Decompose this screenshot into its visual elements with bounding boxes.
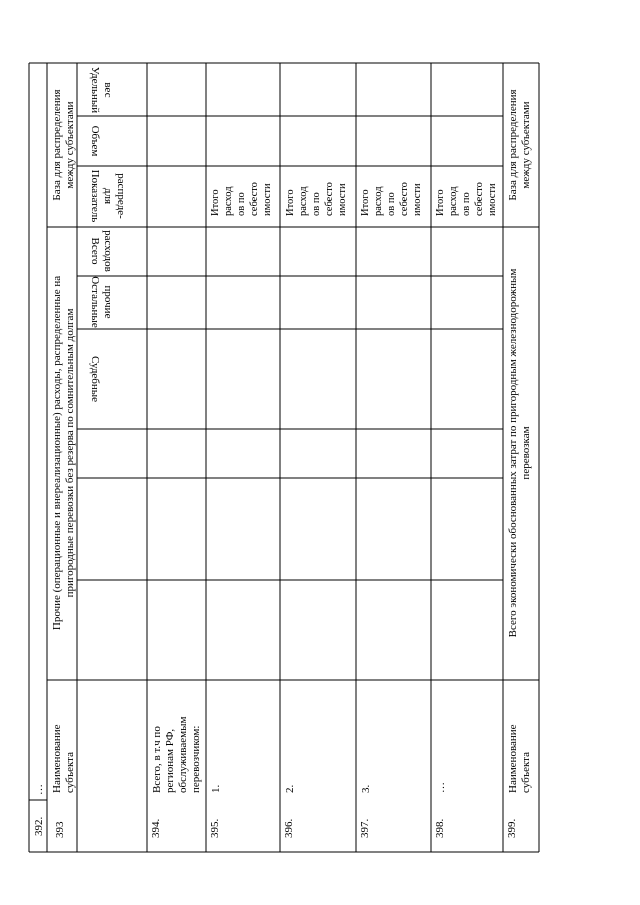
total-economic-line2: перевозкам xyxy=(520,426,532,480)
ind-397-3: ов по xyxy=(386,192,397,216)
ind-395-4: себесто xyxy=(249,182,260,216)
name-397: 3. xyxy=(360,784,372,793)
row-399-content xyxy=(507,89,532,637)
name-394-line2: регионам РФ, xyxy=(164,728,176,793)
row-num-395: 395. xyxy=(209,818,221,838)
ind-398-2: расход xyxy=(448,186,459,216)
subheader-share-line1: Удельный xyxy=(89,66,101,114)
subheader-court: Судебные xyxy=(89,355,101,403)
base-distribution-399-line1: База для распределения xyxy=(507,89,519,201)
other-expenses-line1: Прочие (операционные и внереализационные) расходы, распределенные на xyxy=(51,275,63,631)
header-base-distribution xyxy=(51,89,76,200)
header-other-expenses xyxy=(51,276,76,630)
ind-395-2: расход xyxy=(223,186,234,216)
ind-398-4: себесто xyxy=(474,182,485,216)
subheader-other-line1: Остальные xyxy=(89,276,101,328)
row-num-397: 397. xyxy=(359,818,371,838)
ind-398-5: имости xyxy=(487,183,498,216)
subheaders xyxy=(89,67,127,402)
name-393-line1: Наименование xyxy=(51,724,63,793)
row-num-398: 398. xyxy=(434,818,446,838)
name-column xyxy=(33,717,532,795)
indicator-cells xyxy=(210,182,498,216)
subheader-indicator-line1: Показатель xyxy=(89,169,101,223)
row-num-393: 393 xyxy=(54,821,66,838)
ind-398-1: Итого xyxy=(435,189,446,216)
subheader-share-line2: вес xyxy=(102,82,114,98)
total-economic-line1: Всего экономически обоснованных затрат по пригородным железнодорожным xyxy=(507,268,519,638)
ind-397-1: Итого xyxy=(360,189,371,216)
name-396: 2. xyxy=(284,784,296,793)
ind-397-2: расход xyxy=(373,186,384,216)
base-distribution-line2: между субъектами xyxy=(64,101,76,189)
other-expenses-line2: пригородные перевозки без резерва по сомнительным долгам xyxy=(64,308,76,598)
name-393-line2: субъекта xyxy=(64,751,76,793)
name-399-line2: субъекта xyxy=(520,751,532,793)
subheader-other-line2: прочие xyxy=(102,285,114,319)
name-395: 1. xyxy=(210,784,222,793)
row-numbers xyxy=(33,817,518,839)
subheader-indicator-line2: для xyxy=(102,187,114,205)
ind-395-3: ов по xyxy=(236,192,247,216)
subheader-volume: Объем xyxy=(89,125,101,157)
ind-396-4: себесто xyxy=(324,182,335,216)
ind-396-3: ов по xyxy=(311,192,322,216)
base-distribution-line1: База для распределения xyxy=(51,89,63,201)
ind-395-5: имости xyxy=(262,183,273,216)
ind-396-2: расход xyxy=(298,186,309,216)
ind-396-1: Итого xyxy=(285,189,296,216)
row-num-394: 394. xyxy=(150,818,162,838)
name-394-line3: обслуживаемым xyxy=(177,716,189,793)
ind-397-5: имости xyxy=(412,183,423,216)
row-num-396: 396. xyxy=(283,818,295,838)
ind-398-3: ов по xyxy=(461,192,472,216)
ind-397-4: себесто xyxy=(399,182,410,216)
ind-396-5: имости xyxy=(337,183,348,216)
table-grid xyxy=(29,63,539,852)
subheader-total-line1: Всего xyxy=(89,237,101,265)
name-392: … xyxy=(33,784,45,795)
name-394-line1: Всего, в т.ч по xyxy=(151,726,163,793)
name-394-line4: перевозчиком: xyxy=(190,725,202,793)
name-399-line1: Наименование xyxy=(507,724,519,793)
row-num-399: 399. xyxy=(506,818,518,838)
base-distribution-399-line2: между субъектами xyxy=(520,101,532,189)
row-num-392: 392. xyxy=(33,816,45,836)
name-398: … xyxy=(435,782,447,793)
subheader-indicator-line3: распреде- xyxy=(115,173,127,219)
ind-395-1: Итого xyxy=(210,189,221,216)
subheader-total-line2: расходов xyxy=(102,230,114,272)
